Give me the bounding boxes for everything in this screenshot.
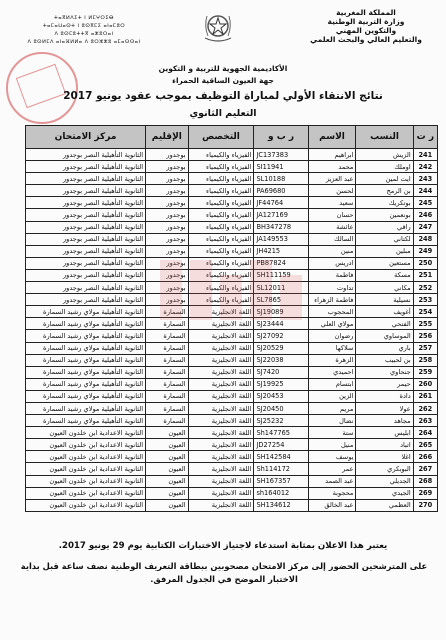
row-lastname: بن لحبيب xyxy=(356,354,413,366)
row-number: 268 xyxy=(413,475,437,487)
row-number: 247 xyxy=(413,221,437,233)
table-row xyxy=(26,185,438,197)
row-exam-center: الثانوية التأهيلية النصر بوجدور xyxy=(26,149,146,161)
row-lastname: راقي xyxy=(356,221,413,233)
header-line: المملكة المغربية xyxy=(336,8,396,17)
row-exam-center: الثانوية التأهيلية النصر بوجدور xyxy=(26,185,146,197)
row-number: 266 xyxy=(413,451,437,463)
row-province: بوجدور xyxy=(146,294,189,306)
row-id: SL7865 xyxy=(254,294,308,306)
row-province: السمارة xyxy=(146,366,189,378)
table-row xyxy=(26,233,438,245)
row-number: 251 xyxy=(413,269,437,281)
header-line: ⵜⴰⴳⵍⴷⵉⵜ ⵏ ⵍⵎⵖⵔⵉⴱ xyxy=(54,15,114,21)
row-lastname: بن الرمح xyxy=(356,185,413,197)
row-province: العيون xyxy=(146,475,189,487)
table-row xyxy=(26,390,438,402)
row-lastname: اغلا xyxy=(356,451,413,463)
row-firstname: ستة xyxy=(308,427,356,439)
row-firstname: ابتسام xyxy=(308,378,356,390)
row-specialty: الفيزياء والكيمياء xyxy=(188,197,254,209)
header-line: والتكوين المهني xyxy=(335,26,397,35)
row-number: 262 xyxy=(413,402,437,414)
row-exam-center: الثانوية الاعدادية ابن خلدون العيون xyxy=(26,475,146,487)
row-firstname: الزين xyxy=(308,390,356,402)
row-exam-center: الثانوية التأهيلية النصر بوجدور xyxy=(26,269,146,281)
row-number: 249 xyxy=(413,245,437,257)
table-row xyxy=(26,318,438,330)
row-id: Sh147765 xyxy=(254,427,308,439)
row-specialty: الفيزياء والكيمياء xyxy=(188,294,254,306)
row-number: 252 xyxy=(413,282,437,294)
row-id: SJ25232 xyxy=(254,415,308,427)
row-number: 267 xyxy=(413,463,437,475)
row-province: بوجدور xyxy=(146,149,189,161)
header-line: والتعليم العالي والبحث العلمي xyxy=(310,35,422,44)
table-row xyxy=(26,475,438,487)
row-specialty: اللغة الانجليزية xyxy=(188,390,254,402)
row-exam-center: الثانوية التأهيلية النصر بوجدور xyxy=(26,221,146,233)
row-number: 265 xyxy=(413,439,437,451)
row-exam-center: الثانوية التأهيلية مولاي رشيد السمارة xyxy=(26,390,146,402)
row-province: بوجدور xyxy=(146,233,189,245)
row-lastname: بوتكريك xyxy=(356,197,413,209)
row-lastname: حيمر xyxy=(356,378,413,390)
row-lastname: أغويف xyxy=(356,306,413,318)
row-firstname: عبد العزيز xyxy=(308,173,356,185)
table-row xyxy=(26,257,438,269)
table-row xyxy=(26,451,438,463)
row-exam-center: الثانوية التأهيلية النصر بوجدور xyxy=(26,209,146,221)
row-exam-center: الثانوية التأهيلية النصر بوجدور xyxy=(26,257,146,269)
row-id: SI11941 xyxy=(254,161,308,173)
row-firstname: سعيد xyxy=(308,197,356,209)
row-specialty: اللغة الانجليزية xyxy=(188,499,254,511)
row-lastname: دادة xyxy=(356,390,413,402)
row-number: 244 xyxy=(413,185,437,197)
row-number: 257 xyxy=(413,342,437,354)
row-exam-center: الثانوية التأهيلية النصر بوجدور xyxy=(26,233,146,245)
row-lastname: مسكة xyxy=(356,269,413,281)
row-exam-center: الثانوية التأهيلية النصر بوجدور xyxy=(26,294,146,306)
row-id: SJ20529 xyxy=(254,342,308,354)
row-number: 250 xyxy=(413,257,437,269)
row-firstname: المحجوب xyxy=(308,306,356,318)
row-lastname: الزيش xyxy=(356,149,413,161)
row-exam-center: الثانوية التأهيلية مولاي رشيد السمارة xyxy=(26,306,146,318)
row-province: السمارة xyxy=(146,342,189,354)
row-firstname: حسان xyxy=(308,209,356,221)
table-row xyxy=(26,294,438,306)
notice-line-2: على المترشحين الحضور إلى مركز الامتحان مصحوبين ببطاقة التعريف الوطنية نصف ساعة قبل بداية الاختبار الموضح في الجدول المرفق. xyxy=(20,561,428,584)
row-number: 264 xyxy=(413,427,437,439)
row-province: السمارة xyxy=(146,354,189,366)
row-number: 253 xyxy=(413,294,437,306)
row-specialty: الفيزياء والكيمياء xyxy=(188,282,254,294)
row-firstname: ابراهيم xyxy=(308,149,356,161)
row-id: SJ20453 xyxy=(254,390,308,402)
row-specialty: الفيزياء والكيمياء xyxy=(188,149,254,161)
row-firstname: السالك xyxy=(308,233,356,245)
row-exam-center: الثانوية التأهيلية النصر بوجدور xyxy=(26,245,146,257)
row-id: JH4215 xyxy=(254,245,308,257)
row-lastname: مستعين xyxy=(356,257,413,269)
row-specialty: اللغة الانجليزية xyxy=(188,354,254,366)
row-id: JA149553 xyxy=(254,233,308,245)
row-number: 256 xyxy=(413,330,437,342)
row-id: SL10188 xyxy=(254,173,308,185)
row-firstname: يوسف xyxy=(308,451,356,463)
table-row xyxy=(26,499,438,511)
row-exam-center: الثانوية التأهيلية النصر بوجدور xyxy=(26,282,146,294)
notice-line-1: يعتبر هذا الاعلان بمثابة استدعاء لاجتياز الاختبارات الكتابية يوم 29 يونيو 2017. xyxy=(58,541,388,551)
header-line: ⵜⴰⵎⴰⵡⴰⵙⵜ ⵏ ⵓⵙⴳⵎⵉ ⴰⵏⴰⵎⵓⵔ xyxy=(42,23,126,29)
row-specialty: اللغة الانجليزية xyxy=(188,330,254,342)
row-specialty: الفيزياء والكيمياء xyxy=(188,221,254,233)
row-firstname: سلاكها xyxy=(308,342,356,354)
header-line: ⴷ ⵓⵙⵍⵎⴷ ⴰⵏⴰⴼⵍⵍⴰ ⴷ ⵓⵔⵣⵣⵓ ⴰⵎⴰⵙⵙⴰⵏ xyxy=(27,39,141,45)
row-id: SH142584 xyxy=(254,451,308,463)
row-id: JC137383 xyxy=(254,149,308,161)
row-specialty: الفيزياء والكيمياء xyxy=(188,245,254,257)
row-firstname: مريم xyxy=(308,402,356,414)
row-id: SH167357 xyxy=(254,475,308,487)
table-header-row xyxy=(26,126,438,149)
row-province: السمارة xyxy=(146,415,189,427)
row-id: SJ23444 xyxy=(254,318,308,330)
row-id: SJ19089 xyxy=(254,306,308,318)
row-firstname: عبد الخالق xyxy=(308,499,356,511)
table-row xyxy=(26,487,438,499)
row-lastname: نسيلية xyxy=(356,294,413,306)
row-lastname: الجديلي xyxy=(356,475,413,487)
table-row xyxy=(26,427,438,439)
row-specialty: اللغة الانجليزية xyxy=(188,402,254,414)
table-row xyxy=(26,197,438,209)
row-lastname: مبلين xyxy=(356,245,413,257)
row-specialty: اللغة الانجليزية xyxy=(188,415,254,427)
row-firstname: نضال xyxy=(308,415,356,427)
header-line: وزارة التربية الوطنية xyxy=(327,17,405,26)
row-exam-center: الثانوية التأهيلية مولاي رشيد السمارة xyxy=(26,330,146,342)
row-province: بوجدور xyxy=(146,173,189,185)
table-row xyxy=(26,415,438,427)
table-row xyxy=(26,149,438,161)
table-row xyxy=(26,209,438,221)
row-number: 263 xyxy=(413,415,437,427)
row-exam-center: الثانوية التأهيلية مولاي رشيد السمارة xyxy=(26,366,146,378)
row-specialty: اللغة الانجليزية xyxy=(188,451,254,463)
row-lastname: جنحاوي xyxy=(356,366,413,378)
coat-of-arms-icon xyxy=(200,8,236,44)
row-id: PA69680 xyxy=(254,185,308,197)
row-province: العيون xyxy=(146,463,189,475)
col-header-id: ر ب و xyxy=(254,126,308,149)
col-header-firstname: الاسم xyxy=(308,126,356,149)
row-province: السمارة xyxy=(146,330,189,342)
row-id: SL12011 xyxy=(254,282,308,294)
row-specialty: اللغة الانجليزية xyxy=(188,366,254,378)
table-row xyxy=(26,378,438,390)
row-province: بوجدور xyxy=(146,185,189,197)
row-specialty: اللغة الانجليزية xyxy=(188,475,254,487)
row-exam-center: الثانوية التأهيلية النصر بوجدور xyxy=(26,173,146,185)
row-firstname: عمر xyxy=(308,463,356,475)
ministry-header-arabic xyxy=(296,8,436,44)
table-row xyxy=(26,282,438,294)
row-id: SJ20450 xyxy=(254,402,308,414)
row-exam-center: الثانوية الاعدادية ابن خلدون العيون xyxy=(26,451,146,463)
row-number: 259 xyxy=(413,366,437,378)
row-firstname: فاطمة xyxy=(308,269,356,281)
row-specialty: اللغة الانجليزية xyxy=(188,427,254,439)
table-row xyxy=(26,439,438,451)
row-exam-center: الثانوية الاعدادية ابن خلدون العيون xyxy=(26,463,146,475)
row-firstname: ادريس xyxy=(308,257,356,269)
row-specialty: اللغة الانجليزية xyxy=(188,306,254,318)
row-id: SH134612 xyxy=(254,499,308,511)
row-province: العيون xyxy=(146,487,189,499)
row-exam-center: الثانوية التأهيلية مولاي رشيد السمارة xyxy=(26,342,146,354)
row-province: بوجدور xyxy=(146,257,189,269)
row-lastname: بونعمين xyxy=(356,209,413,221)
row-id: JD27254 xyxy=(254,439,308,451)
col-header-specialty: التخصص xyxy=(188,126,254,149)
row-province: السمارة xyxy=(146,378,189,390)
row-specialty: الفيزياء والكيمياء xyxy=(188,185,254,197)
row-id: PB87824 xyxy=(254,257,308,269)
row-number: 270 xyxy=(413,499,437,511)
row-exam-center: الثانوية التأهيلية مولاي رشيد السمارة xyxy=(26,402,146,414)
row-lastname: عولا xyxy=(356,402,413,414)
row-province: بوجدور xyxy=(146,282,189,294)
row-province: العيون xyxy=(146,427,189,439)
row-id: SJ19925 xyxy=(254,378,308,390)
row-exam-center: الثانوية الاعدادية ابن خلدون العيون xyxy=(26,487,146,499)
table-row xyxy=(26,306,438,318)
row-province: السمارة xyxy=(146,402,189,414)
row-province: بوجدور xyxy=(146,245,189,257)
row-number: 245 xyxy=(413,197,437,209)
row-number: 246 xyxy=(413,209,437,221)
row-lastname: اتباد xyxy=(356,439,413,451)
row-specialty: اللغة الانجليزية xyxy=(188,439,254,451)
row-firstname: عبد الصمد xyxy=(308,475,356,487)
row-exam-center: الثانوية التأهيلية النصر بوجدور xyxy=(26,197,146,209)
row-id: sh164012 xyxy=(254,487,308,499)
row-exam-center: الثانوية التأهيلية مولاي رشيد السمارة xyxy=(26,415,146,427)
row-exam-center: الثانوية الاعدادية ابن خلدون العيون xyxy=(26,439,146,451)
row-firstname: مولاي العلي xyxy=(308,318,356,330)
row-id: SJ22038 xyxy=(254,354,308,366)
region-name: جهة العيون الساقية الحمراء xyxy=(172,76,274,85)
row-lastname: مكاني xyxy=(356,282,413,294)
row-number: 255 xyxy=(413,318,437,330)
row-province: العيون xyxy=(146,499,189,511)
row-exam-center: الثانوية التأهيلية النصر بوجدور xyxy=(26,161,146,173)
row-province: السمارة xyxy=(146,318,189,330)
row-firstname: منين xyxy=(308,245,356,257)
row-lastname: ابليس xyxy=(356,427,413,439)
row-province: بوجدور xyxy=(146,221,189,233)
row-exam-center: الثانوية التأهيلية مولاي رشيد السمارة xyxy=(26,318,146,330)
row-firstname: محجوبة xyxy=(308,487,356,499)
row-province: بوجدور xyxy=(146,197,189,209)
row-province: العيون xyxy=(146,451,189,463)
row-lastname: ايت لمين xyxy=(356,173,413,185)
table-row xyxy=(26,221,438,233)
col-header-lastname: النسب xyxy=(356,126,413,149)
row-firstname: لحسن xyxy=(308,185,356,197)
row-province: السمارة xyxy=(146,306,189,318)
table-row xyxy=(26,366,438,378)
table-row xyxy=(26,330,438,342)
row-number: 243 xyxy=(413,173,437,185)
row-lastname: اوملك xyxy=(356,161,413,173)
row-number: 260 xyxy=(413,378,437,390)
row-number: 241 xyxy=(413,149,437,161)
row-specialty: اللغة الانجليزية xyxy=(188,342,254,354)
row-lastname: لكتاني xyxy=(356,233,413,245)
row-specialty: الفيزياء والكيمياء xyxy=(188,269,254,281)
row-lastname: الفتحي xyxy=(356,318,413,330)
row-number: 248 xyxy=(413,233,437,245)
table-row xyxy=(26,173,438,185)
row-specialty: الفيزياء والكيمياء xyxy=(188,173,254,185)
row-exam-center: الثانوية التأهيلية مولاي رشيد السمارة xyxy=(26,378,146,390)
row-specialty: الفيزياء والكيمياء xyxy=(188,161,254,173)
row-province: بوجدور xyxy=(146,161,189,173)
row-number: 261 xyxy=(413,390,437,402)
row-firstname: رضوان xyxy=(308,330,356,342)
table-row xyxy=(26,269,438,281)
row-id: BH347278 xyxy=(254,221,308,233)
row-id: SJ27092 xyxy=(254,330,308,342)
row-specialty: الفيزياء والكيمياء xyxy=(188,257,254,269)
row-lastname: العظمي xyxy=(356,499,413,511)
row-id: SH111159 xyxy=(254,269,308,281)
page-title: نتائج الانتقاء الأولي لمباراة التوظيف بموجب عقود يونيو 2017 xyxy=(63,90,383,102)
row-number: 254 xyxy=(413,306,437,318)
row-lastname: البوبكري xyxy=(356,463,413,475)
results-table xyxy=(25,125,438,512)
row-firstname: عائشة xyxy=(308,221,356,233)
row-id: Sh114172 xyxy=(254,463,308,475)
col-header-exam-center: مركز الامتحان xyxy=(26,126,146,149)
row-lastname: باري xyxy=(356,342,413,354)
table-row xyxy=(26,245,438,257)
row-province: السمارة xyxy=(146,390,189,402)
row-province: العيون xyxy=(146,439,189,451)
row-specialty: الفيزياء والكيمياء xyxy=(188,233,254,245)
row-province: بوجدور xyxy=(146,269,189,281)
row-firstname: فاطمة الزهراء xyxy=(308,294,356,306)
page-subtitle: التعليم الثانوي xyxy=(189,108,257,119)
row-number: 242 xyxy=(413,161,437,173)
row-firstname: تداوت xyxy=(308,282,356,294)
row-firstname: منيل xyxy=(308,439,356,451)
row-exam-center: الثانوية الاعدادية ابن خلدون العيون xyxy=(26,427,146,439)
col-header-province: الإقليم xyxy=(146,126,189,149)
table-row xyxy=(26,342,438,354)
table-row xyxy=(26,402,438,414)
academy-name: الأكاديمية الجهوية للتربية و التكوين xyxy=(158,64,288,73)
row-specialty: اللغة الانجليزية xyxy=(188,463,254,475)
row-lastname: الجيدي xyxy=(356,487,413,499)
row-firstname: محمد xyxy=(308,161,356,173)
row-specialty: اللغة الانجليزية xyxy=(188,487,254,499)
row-id: SJ7420 xyxy=(254,366,308,378)
row-number: 269 xyxy=(413,487,437,499)
table-row xyxy=(26,463,438,475)
row-exam-center: الثانوية الاعدادية ابن خلدون العيون xyxy=(26,499,146,511)
ministry-header-tifinagh xyxy=(24,14,144,46)
table-row xyxy=(26,354,438,366)
row-lastname: مجاهد xyxy=(356,415,413,427)
row-specialty: اللغة الانجليزية xyxy=(188,378,254,390)
row-lastname: الموساوي xyxy=(356,330,413,342)
row-specialty: الفيزياء والكيمياء xyxy=(188,209,254,221)
row-id: JA127169 xyxy=(254,209,308,221)
row-specialty: اللغة الانجليزية xyxy=(188,318,254,330)
row-province: بوجدور xyxy=(146,209,189,221)
row-number: 258 xyxy=(413,354,437,366)
row-id: JF44764 xyxy=(254,197,308,209)
row-exam-center: الثانوية التأهيلية مولاي رشيد السمارة xyxy=(26,354,146,366)
col-header-number: ر ت xyxy=(413,126,437,149)
table-row xyxy=(26,161,438,173)
row-firstname: احميدي xyxy=(308,366,356,378)
header-line: ⴷ ⵓⵙⵎⵓⵜⵜⴳ ⴰⵣⵓⵔⴰⵏ xyxy=(54,31,114,37)
row-firstname: الزهرة xyxy=(308,354,356,366)
